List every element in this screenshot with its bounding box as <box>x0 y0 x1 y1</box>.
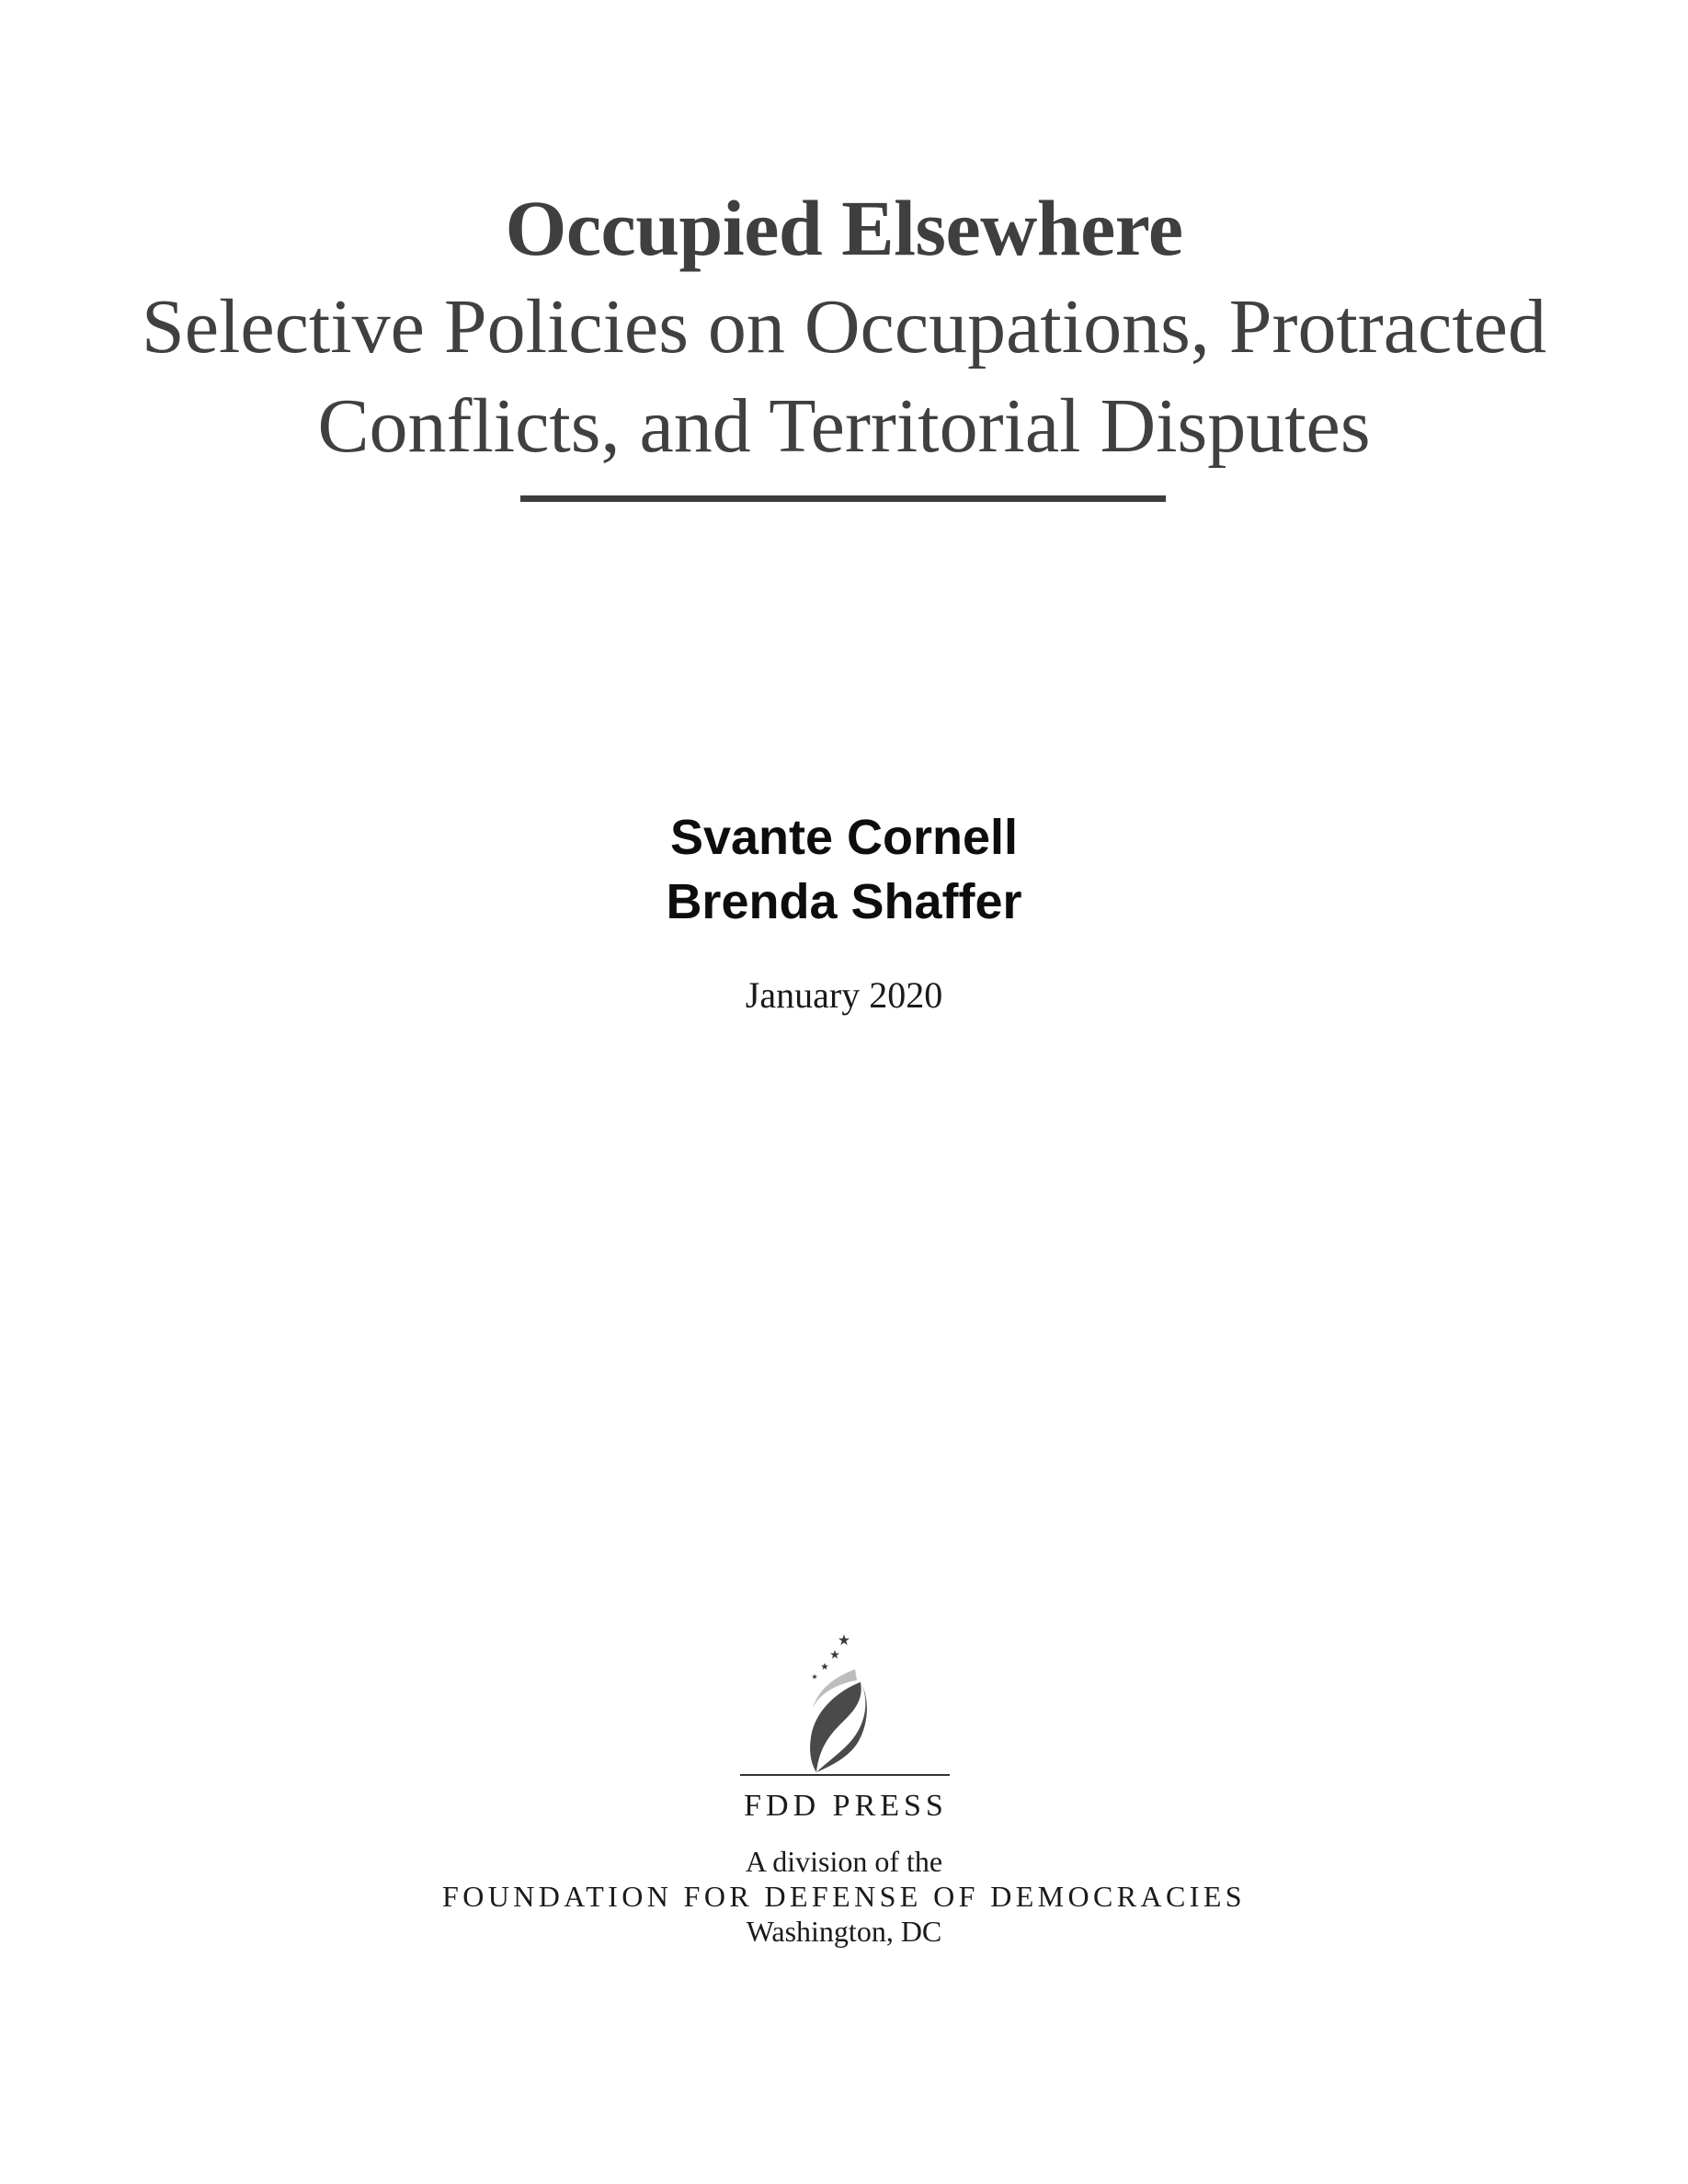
publisher-info <box>0 1844 1688 1949</box>
star-icon <box>830 1650 839 1659</box>
star-icon <box>838 1634 850 1645</box>
document-subtitle <box>0 278 1688 476</box>
star-icon <box>812 1674 817 1679</box>
subtitle-line-2: Conflicts, and Territorial Disputes <box>317 383 1371 469</box>
fdd-flame-stars-icon <box>798 1629 890 1776</box>
press-name: FDD PRESS <box>744 1789 948 1823</box>
author-name: Svante Cornell <box>669 810 1019 865</box>
document-title: Occupied Elsewhere <box>505 184 1183 272</box>
title-block <box>0 182 1688 476</box>
organization-name: FOUNDATION FOR DEFENSE OF DEMOCRACIES <box>442 1880 1246 1913</box>
press-divider <box>740 1774 950 1776</box>
title-divider <box>520 495 1166 502</box>
division-line: A division of the <box>745 1845 943 1878</box>
star-icon <box>821 1663 828 1670</box>
publisher-location: Washington, DC <box>746 1915 942 1948</box>
publication-date: January 2020 <box>745 974 943 1016</box>
authors <box>0 805 1688 934</box>
author-name: Brenda Shaffer <box>666 874 1022 929</box>
subtitle-line-1: Selective Policies on Occupations, Protracted <box>142 284 1546 370</box>
